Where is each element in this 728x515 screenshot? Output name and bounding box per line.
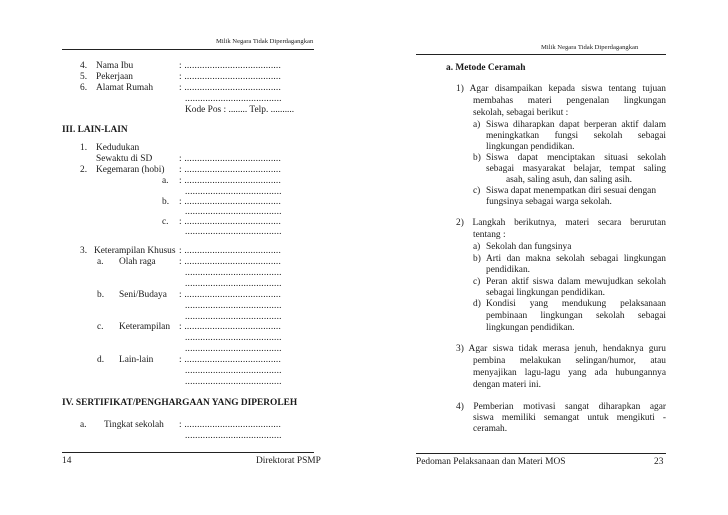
paragraph-1-line: membahas materi pengenalan lingkungan <box>473 96 666 106</box>
field-value-keterampilan-cont[interactable]: ...................................... <box>185 333 282 343</box>
field-value-seni-budaya[interactable]: : ...................................... <box>179 290 282 300</box>
section-title-sertifikat: IV. SERTIFIKAT/PENGHARGAAN YANG DIPEROLEH <box>62 398 298 408</box>
field-label-tingkat-sekolah: Tingkat sekolah <box>104 420 164 430</box>
field-label-nama-ibu: Nama Ibu <box>96 61 134 71</box>
field-label-kedudukan: Kedudukan <box>96 143 140 153</box>
item-num: 4. <box>80 61 88 71</box>
sub-item-line: Siswa diharapkan dapat berperan aktif dalam <box>486 120 666 130</box>
sub-item-line: sebagai masyarakat belajar, tempat saling <box>486 164 666 174</box>
right-footer-rule <box>416 453 666 454</box>
skill-letter: b. <box>97 290 105 300</box>
sub-item-line: Peran aktif siswa dalam mewujudkan sekolah <box>486 277 666 287</box>
field-value-kegemaran[interactable]: : ...................................... <box>179 165 282 175</box>
field-label-kegemaran: Kegemaran (hobi) <box>96 165 165 175</box>
paragraph-1-line: sekolah, sebagai berikut : <box>473 108 569 118</box>
field-value-hobby-a[interactable]: : ...................................... <box>179 176 282 186</box>
sub-item-line: Arti dan makna sekolah sebagai lingkungan <box>486 254 666 264</box>
skill-letter: a. <box>97 257 104 267</box>
paragraph-3-line: dengan materi ini. <box>473 380 541 390</box>
paragraph-3-line: pembina melakukan selingan/humor, atau <box>473 356 666 366</box>
field-value-alamat-cont[interactable]: ...................................... <box>185 94 282 104</box>
field-label-lain-lain: Lain-lain <box>119 355 154 365</box>
field-value-nama-ibu[interactable]: : ...................................... <box>179 61 282 71</box>
sub-item-line: pembinaan lingkungan sekolah sebagai <box>486 311 666 321</box>
paragraph-4-line: ceramah. <box>473 424 508 434</box>
sub-item-line: fungsinya sebagai warga sekolah. <box>486 197 612 207</box>
paragraph-4-line: siswa memiliki semangat untuk mengikuti - <box>473 413 666 423</box>
skill-letter: d. <box>97 355 105 365</box>
sub-item-line: sebagai lingkungan pendidikan. <box>486 288 605 298</box>
sub-item-line: lingkungan pendidikan. <box>486 323 575 333</box>
field-value-hobby-c[interactable]: : ...................................... <box>179 217 282 227</box>
field-value-lain-lain[interactable]: : ...................................... <box>179 355 282 365</box>
left-footer-rule <box>62 452 314 453</box>
section-title-metode-ceramah: a. Metode Ceramah <box>446 63 526 73</box>
field-value-hobby-b[interactable]: : ...................................... <box>179 197 282 207</box>
hobby-letter: c. <box>162 217 169 227</box>
field-label-seni-budaya: Seni/Budaya <box>119 290 167 300</box>
paragraph-4-line: 4) Pemberian motivasi sangat diharapkan agar <box>456 402 666 412</box>
sub-item-line: lingkungan pendidikan. <box>486 142 575 152</box>
field-value-keterampilan-cont[interactable]: ...................................... <box>185 344 282 354</box>
left-header-rule <box>62 49 314 50</box>
list-marker: b) <box>473 254 481 264</box>
paragraph-3-line: 3) Agar siswa tidak merasa jenuh, hendaknya guru <box>456 344 666 354</box>
skill-letter: c. <box>97 322 104 332</box>
list-marker: c) <box>473 277 481 287</box>
field-label-sewaktu-sd: Sewaktu di SD <box>96 154 153 164</box>
field-value-kedudukan[interactable]: : ...................................... <box>179 154 282 164</box>
field-value-hobby-c-cont[interactable]: ...................................... <box>185 227 282 237</box>
left-page-number: 14 <box>62 456 72 466</box>
field-value-keterampilan-khusus[interactable]: : ...................................... <box>179 246 282 256</box>
field-value-alamat-rumah[interactable]: : ...................................... <box>179 83 282 93</box>
sub-item-line: asah, saling asuh, dan saling asih. <box>506 175 633 185</box>
list-marker: a) <box>473 120 481 130</box>
paragraph-1-line: 1) Agar disampaikan kepada siswa tentang tujuan <box>456 84 666 94</box>
field-value-hobby-a-cont[interactable]: ...................................... <box>185 187 282 197</box>
field-value-olah-raga-cont[interactable]: ...................................... <box>185 268 282 278</box>
left-footer-org: Direktorat PSMP <box>256 456 321 466</box>
list-marker: d) <box>473 299 481 309</box>
field-value-tingkat-sekolah[interactable]: : ...................................... <box>179 420 282 430</box>
sub-item-line: Siswa dapat menempatkan diri sesuai dengan <box>486 186 657 196</box>
item-num: 1. <box>80 143 88 153</box>
field-value-olah-raga[interactable]: : ...................................... <box>179 257 282 267</box>
paragraph-2-line: tentang : <box>473 230 506 240</box>
right-header-rule <box>416 54 666 55</box>
right-footer-title: Pedoman Pelaksanaan dan Materi MOS <box>416 457 566 467</box>
list-marker: a) <box>473 242 481 252</box>
field-label-pekerjaan: Pekerjaan <box>96 72 133 82</box>
field-label-keterampilan-khusus: Keterampilan Khusus <box>94 246 176 256</box>
field-value-seni-budaya-cont[interactable]: ...................................... <box>185 312 282 322</box>
item-num: 3. <box>80 246 88 256</box>
sub-item-line: Siswa dapat menciptakan situasi sekolah <box>486 153 666 163</box>
sub-item-line: Kondisi yang mendukung pelaksanaan <box>486 299 666 309</box>
field-value-tingkat-sekolah-cont[interactable]: ...................................... <box>185 431 282 441</box>
field-value-seni-budaya-cont[interactable]: ...................................... <box>185 301 282 311</box>
field-value-olah-raga-cont[interactable]: ...................................... <box>185 279 282 289</box>
field-value-pekerjaan[interactable]: : ...................................... <box>179 72 282 82</box>
paragraph-2-line: 2) Langkah berikutnya, materi secara berurutan <box>456 218 666 228</box>
right-page-number: 23 <box>654 457 664 467</box>
field-value-keterampilan[interactable]: : ...................................... <box>179 322 282 332</box>
field-label-keterampilan: Keterampilan <box>119 322 171 332</box>
list-marker: b) <box>473 153 481 163</box>
right-header: Milik Negara Tidak Diperdagangkan <box>541 44 639 51</box>
field-value-lain-lain-cont[interactable]: ...................................... <box>185 366 282 376</box>
field-value-lain-lain-cont[interactable]: ...................................... <box>185 377 282 387</box>
hobby-letter: a. <box>162 176 169 186</box>
hobby-letter: b. <box>162 197 170 207</box>
section-title-lain-lain: III. LAIN-LAIN <box>62 125 128 135</box>
field-label-olah-raga: Olah raga <box>119 257 156 267</box>
item-num: 2. <box>80 165 88 175</box>
sub-item-line: Sekolah dan fungsinya <box>486 242 572 252</box>
paragraph-3-line: menyajikan lagu-lagu yang ada hubungannya <box>473 368 666 378</box>
field-value-hobby-b-cont[interactable]: ...................................... <box>185 207 282 217</box>
item-num: 6. <box>80 83 88 93</box>
sub-item-line: meningkatkan fungsi sekolah sebagai <box>486 131 666 141</box>
postal-phone-line[interactable]: Kode Pos : ........ Telp. .......... <box>185 105 295 115</box>
item-num: 5. <box>80 72 88 82</box>
cert-letter: a. <box>80 420 87 430</box>
field-label-alamat-rumah: Alamat Rumah <box>96 83 154 93</box>
left-header: Milik Negara Tidak Diperdagangkan <box>216 38 314 45</box>
list-marker: c) <box>473 186 481 196</box>
sub-item-line: pendidikan. <box>486 265 531 275</box>
